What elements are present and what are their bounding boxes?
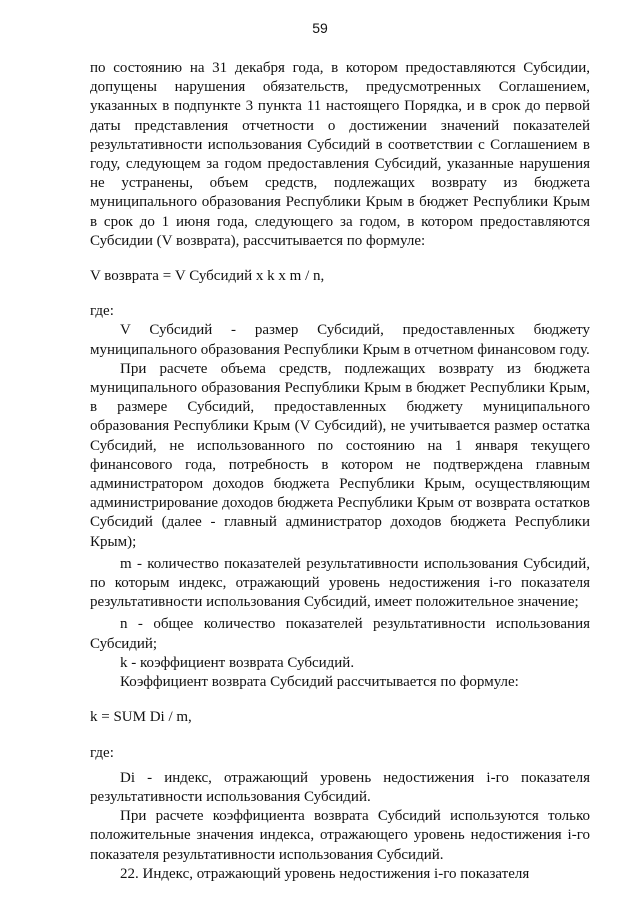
paragraph-calculation-note: При расчете объема средств, подлежащих возврату из бюджета муниципального образования Республики Крым в бюджет Республики Крым, в размере Субсидий, предоставленных бюджету муниципального образования Республики Крым (V Субсидий), не учитывается размер остатка Субсидий, не использованного по состоянию на 1 января текущего финансового года, потребность в котором не подтверждена главным администратором доходов бюджета Республики Крым, осуществляющим администрирование доходов бюджета Республики Крым от возврата остатков Субсидий (далее - главный администратор доходов бюджета Республики Крым); [90,360,590,550]
definition-m: m - количество показателей результативности использования Субсидий, по которым индекс, отражающий уровень недостижения i-го показателя результативности использования Субсидий, имеет положительное значение; [90,555,590,611]
paragraph-k-note: При расчете коэффициента возврата Субсидий используются только положительные значения индекса, отражающего уровень недостижения i-го показателя результативности использования Субсидий. [90,808,590,863]
formula-v-return: V возврата = V Субсидий x k x m / n, [90,268,325,285]
paragraph-return-conditions: по состоянию на 31 декабря года, в котором предоставляются Субсидии, допущены нарушения обязательств, предусмотренных Соглашением, указанных в подпункте 3 пункта 11 настоящего Порядка, и в срок до первой даты представления отчетности о достижении значений показателей результативности использования Субсидий в соответствии с Соглашением в году, следующем за годом предоставления Субсидий, указанные нарушения не устранены, объем средств, подлежащих возврату из бюджета муниципального образования Республики Крым в бюджет Республики Крым в срок до 1 июня года, следующего за годом, в котором предоставляются Субсидии (V возврата), рассчитывается по формуле: [90,60,590,249]
definition-k: k - коэффициент возврата Субсидий. [120,654,355,671]
definition-n: n - общее количество показателей результативности использования Субсидий; [90,616,590,652]
document-body [90,59,590,884]
definition-v-subsidy: V Субсидий - размер Субсидий, предоставленных бюджету муниципального образования Республики Крым в отчетном финансовом году. [90,322,590,358]
paragraph-22: 22. Индекс, отражающий уровень недостижения i-го показателя [120,865,530,882]
paragraph-k-intro: Коэффициент возврата Субсидий рассчитывается по формуле: [120,674,519,691]
where-label: где: [90,303,114,320]
formula-k: k = SUM Di / m, [90,709,192,726]
page-number: 59 [312,20,328,36]
definition-di: Di - индекс, отражающий уровень недостижения i-го показателя результативности использования Субсидий. [90,769,590,805]
where-label-2: где: [90,744,114,761]
